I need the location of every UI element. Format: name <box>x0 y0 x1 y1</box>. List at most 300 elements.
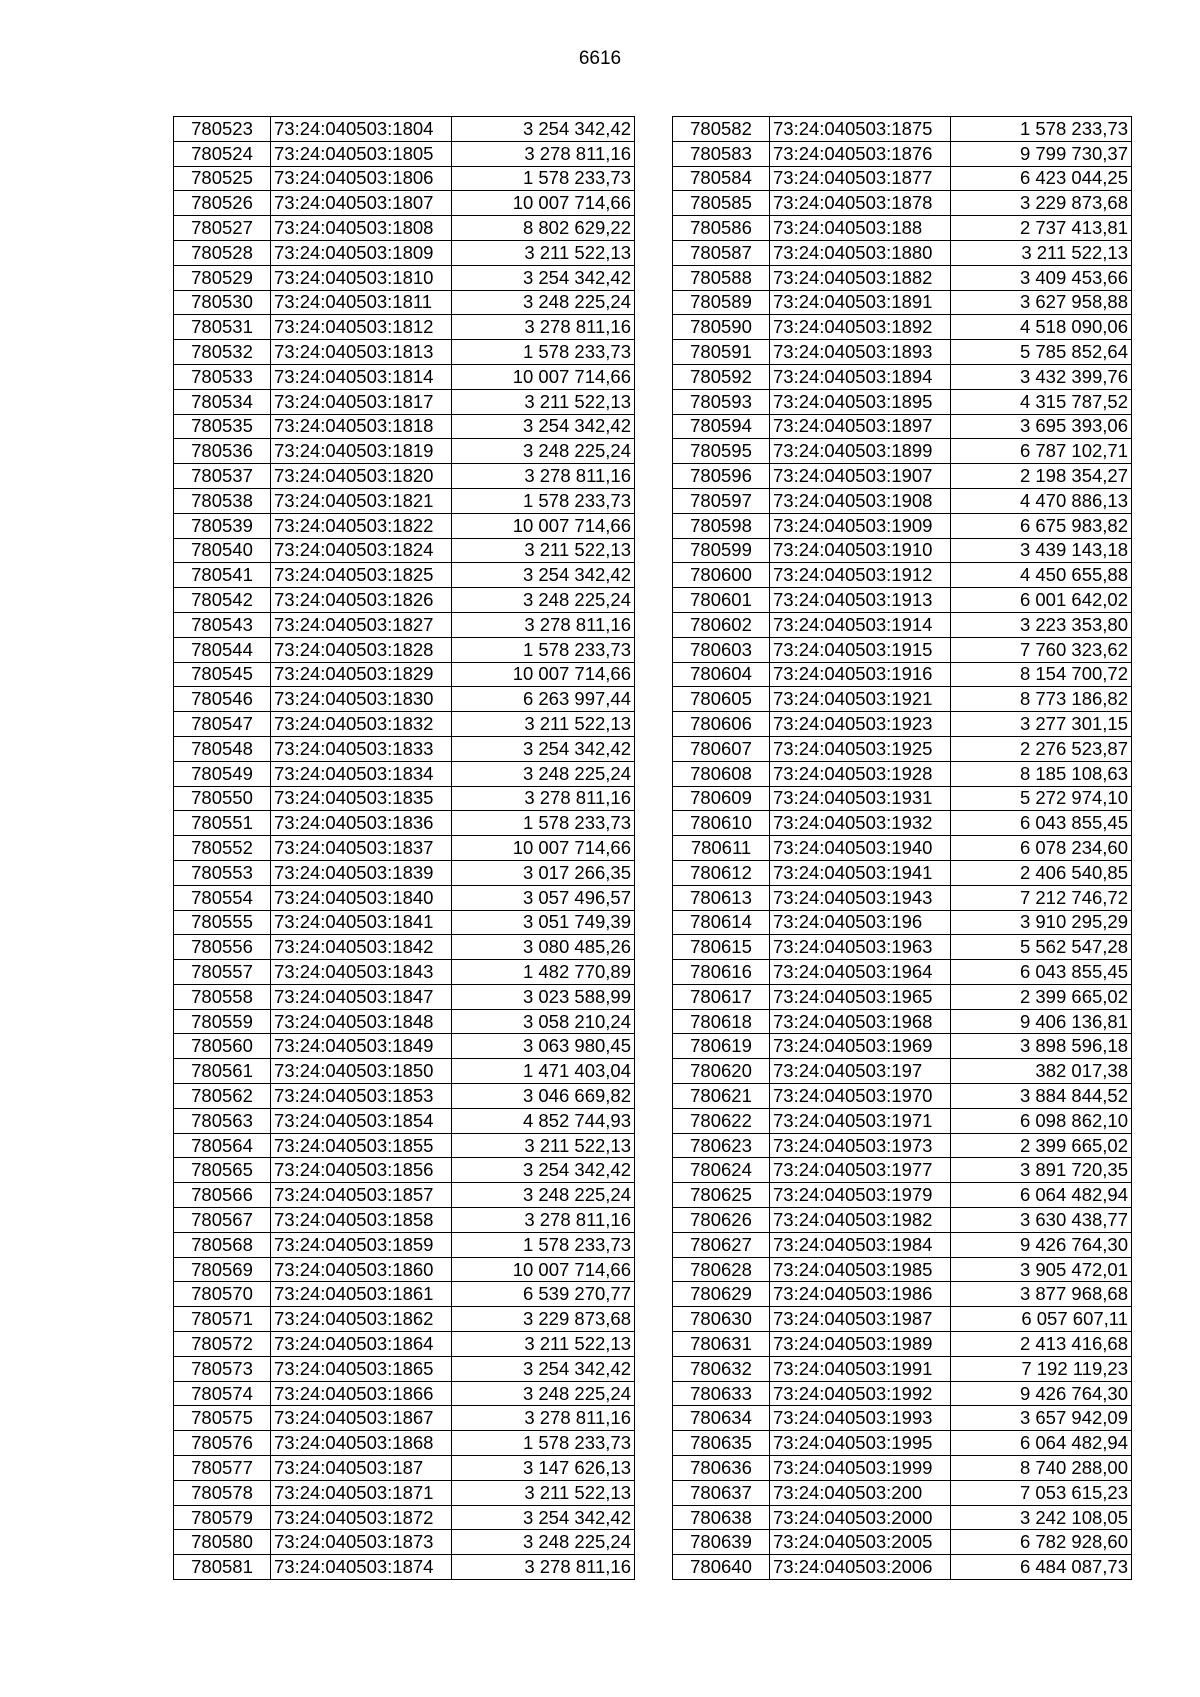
row-number-cell: 780550 <box>174 786 271 811</box>
table-row <box>174 836 635 861</box>
row-number-cell: 780622 <box>673 1108 770 1133</box>
row-number-cell: 780543 <box>174 612 271 637</box>
cadastral-number-cell: 73:24:040503:1856 <box>271 1158 452 1183</box>
value-cell: 3 254 342,42 <box>452 736 635 761</box>
value-cell: 6 043 855,45 <box>951 960 1132 985</box>
row-number-cell: 780535 <box>174 414 271 439</box>
value-cell: 3 254 342,42 <box>452 1356 635 1381</box>
cadastral-number-cell: 73:24:040503:1835 <box>271 786 452 811</box>
value-cell: 1 482 770,89 <box>452 960 635 985</box>
value-cell: 3 248 225,24 <box>452 761 635 786</box>
value-cell: 3 877 968,68 <box>951 1282 1132 1307</box>
row-number-cell: 780571 <box>174 1307 271 1332</box>
row-number-cell: 780613 <box>673 885 770 910</box>
row-number-cell: 780566 <box>174 1183 271 1208</box>
table-row <box>174 1356 635 1381</box>
value-cell: 3 051 749,39 <box>452 910 635 935</box>
row-number-cell: 780611 <box>673 836 770 861</box>
cadastral-number-cell: 73:24:040503:1858 <box>271 1208 452 1233</box>
row-number-cell: 780625 <box>673 1183 770 1208</box>
value-cell: 1 578 233,73 <box>452 1431 635 1456</box>
cadastral-number-cell: 73:24:040503:1829 <box>271 662 452 687</box>
data-table-left <box>173 116 635 1580</box>
table-row <box>673 1480 1132 1505</box>
cadastral-number-cell: 73:24:040503:1840 <box>271 885 452 910</box>
cadastral-number-cell: 73:24:040503:1910 <box>770 538 951 563</box>
row-number-cell: 780630 <box>673 1307 770 1332</box>
value-cell: 3 211 522,13 <box>452 538 635 563</box>
row-number-cell: 780536 <box>174 439 271 464</box>
row-number-cell: 780600 <box>673 563 770 588</box>
value-cell: 7 760 323,62 <box>951 637 1132 662</box>
row-number-cell: 780593 <box>673 389 770 414</box>
row-number-cell: 780574 <box>174 1381 271 1406</box>
row-number-cell: 780603 <box>673 637 770 662</box>
table-row <box>174 588 635 613</box>
row-number-cell: 780605 <box>673 687 770 712</box>
value-cell: 3 439 143,18 <box>951 538 1132 563</box>
cadastral-number-cell: 73:24:040503:1982 <box>770 1208 951 1233</box>
cadastral-number-cell: 73:24:040503:1999 <box>770 1456 951 1481</box>
value-cell: 2 737 413,81 <box>951 216 1132 241</box>
table-row <box>174 1332 635 1357</box>
table-row <box>673 414 1132 439</box>
table-row <box>673 588 1132 613</box>
value-cell: 1 578 233,73 <box>452 1232 635 1257</box>
table-row <box>673 860 1132 885</box>
row-number-cell: 780578 <box>174 1480 271 1505</box>
table-row <box>174 389 635 414</box>
cadastral-number-cell: 73:24:040503:1880 <box>770 240 951 265</box>
row-number-cell: 780640 <box>673 1555 770 1580</box>
value-cell: 3 278 811,16 <box>452 141 635 166</box>
cadastral-number-cell: 73:24:040503:1973 <box>770 1133 951 1158</box>
value-cell: 3 248 225,24 <box>452 290 635 315</box>
table-row <box>673 340 1132 365</box>
value-cell: 6 787 102,71 <box>951 439 1132 464</box>
row-number-cell: 780567 <box>174 1208 271 1233</box>
value-cell: 2 276 523,87 <box>951 736 1132 761</box>
table-row <box>673 1183 1132 1208</box>
table-row <box>174 513 635 538</box>
table-row <box>174 1381 635 1406</box>
cadastral-number-cell: 73:24:040503:1850 <box>271 1059 452 1084</box>
value-cell: 3 254 342,42 <box>452 414 635 439</box>
value-cell: 6 782 928,60 <box>951 1530 1132 1555</box>
table-row <box>174 240 635 265</box>
table-row <box>673 538 1132 563</box>
table-row <box>673 1232 1132 1257</box>
cadastral-number-cell: 73:24:040503:1822 <box>271 513 452 538</box>
row-number-cell: 780626 <box>673 1208 770 1233</box>
row-number-cell: 780617 <box>673 984 770 1009</box>
row-number-cell: 780542 <box>174 588 271 613</box>
value-cell: 9 426 764,30 <box>951 1381 1132 1406</box>
table-row <box>174 1555 635 1580</box>
cadastral-number-cell: 73:24:040503:1862 <box>271 1307 452 1332</box>
row-number-cell: 780585 <box>673 191 770 216</box>
table-row <box>673 1257 1132 1282</box>
row-number-cell: 780523 <box>174 117 271 142</box>
cadastral-number-cell: 73:24:040503:1979 <box>770 1183 951 1208</box>
value-cell: 1 471 403,04 <box>452 1059 635 1084</box>
table-row <box>174 736 635 761</box>
row-number-cell: 780607 <box>673 736 770 761</box>
cadastral-number-cell: 73:24:040503:1891 <box>770 290 951 315</box>
cadastral-number-cell: 73:24:040503:1864 <box>271 1332 452 1357</box>
table-row <box>673 1406 1132 1431</box>
cadastral-number-cell: 73:24:040503:1818 <box>271 414 452 439</box>
table-row <box>673 1208 1132 1233</box>
value-cell: 5 562 547,28 <box>951 935 1132 960</box>
row-number-cell: 780587 <box>673 240 770 265</box>
table-row <box>174 1208 635 1233</box>
row-number-cell: 780639 <box>673 1530 770 1555</box>
cadastral-number-cell: 73:24:040503:1932 <box>770 811 951 836</box>
table-row <box>673 364 1132 389</box>
table-row <box>673 885 1132 910</box>
row-number-cell: 780562 <box>174 1084 271 1109</box>
table-row <box>673 761 1132 786</box>
row-number-cell: 780632 <box>673 1356 770 1381</box>
value-cell: 7 053 615,23 <box>951 1480 1132 1505</box>
cadastral-number-cell: 73:24:040503:1820 <box>271 464 452 489</box>
row-number-cell: 780572 <box>174 1332 271 1357</box>
value-cell: 3 891 720,35 <box>951 1158 1132 1183</box>
table-row <box>673 513 1132 538</box>
cadastral-number-cell: 73:24:040503:1875 <box>770 117 951 142</box>
cadastral-number-cell: 73:24:040503:1968 <box>770 1009 951 1034</box>
table-row <box>673 290 1132 315</box>
value-cell: 3 057 496,57 <box>452 885 635 910</box>
table-row <box>673 811 1132 836</box>
cadastral-number-cell: 73:24:040503:1895 <box>770 389 951 414</box>
cadastral-number-cell: 73:24:040503:1848 <box>271 1009 452 1034</box>
cadastral-number-cell: 73:24:040503:1874 <box>271 1555 452 1580</box>
row-number-cell: 780619 <box>673 1034 770 1059</box>
row-number-cell: 780612 <box>673 860 770 885</box>
table-row <box>174 1480 635 1505</box>
row-number-cell: 780614 <box>673 910 770 935</box>
value-cell: 9 406 136,81 <box>951 1009 1132 1034</box>
table-body-left <box>174 117 635 1580</box>
cadastral-number-cell: 73:24:040503:1839 <box>271 860 452 885</box>
value-cell: 3 248 225,24 <box>452 1381 635 1406</box>
row-number-cell: 780531 <box>174 315 271 340</box>
cadastral-number-cell: 73:24:040503:1914 <box>770 612 951 637</box>
row-number-cell: 780577 <box>174 1456 271 1481</box>
table-row <box>673 1009 1132 1034</box>
row-number-cell: 780554 <box>174 885 271 910</box>
row-number-cell: 780624 <box>673 1158 770 1183</box>
table-row <box>174 563 635 588</box>
value-cell: 1 578 233,73 <box>452 166 635 191</box>
cadastral-number-cell: 73:24:040503:1811 <box>271 290 452 315</box>
row-number-cell: 780546 <box>174 687 271 712</box>
value-cell: 8 740 288,00 <box>951 1456 1132 1481</box>
row-number-cell: 780588 <box>673 265 770 290</box>
table-row <box>174 1406 635 1431</box>
table-row <box>174 340 635 365</box>
cadastral-number-cell: 73:24:040503:1912 <box>770 563 951 588</box>
row-number-cell: 780608 <box>673 761 770 786</box>
row-number-cell: 780526 <box>174 191 271 216</box>
table-row <box>174 984 635 1009</box>
table-row <box>174 538 635 563</box>
row-number-cell: 780594 <box>673 414 770 439</box>
value-cell: 2 198 354,27 <box>951 464 1132 489</box>
table-row <box>174 1530 635 1555</box>
value-cell: 6 675 983,82 <box>951 513 1132 538</box>
table-row <box>174 910 635 935</box>
table-row <box>673 1530 1132 1555</box>
cadastral-number-cell: 73:24:040503:1824 <box>271 538 452 563</box>
row-number-cell: 780637 <box>673 1480 770 1505</box>
value-cell: 2 406 540,85 <box>951 860 1132 885</box>
cadastral-number-cell: 73:24:040503:1859 <box>271 1232 452 1257</box>
value-cell: 8 185 108,63 <box>951 761 1132 786</box>
row-number-cell: 780633 <box>673 1381 770 1406</box>
table-row <box>673 836 1132 861</box>
cadastral-number-cell: 73:24:040503:200 <box>770 1480 951 1505</box>
table-row <box>174 1009 635 1034</box>
row-number-cell: 780563 <box>174 1108 271 1133</box>
cadastral-number-cell: 73:24:040503:1913 <box>770 588 951 613</box>
table-row <box>174 1307 635 1332</box>
table-row <box>174 1282 635 1307</box>
value-cell: 6 484 087,73 <box>951 1555 1132 1580</box>
table-row <box>174 1456 635 1481</box>
row-number-cell: 780616 <box>673 960 770 985</box>
value-cell: 8 154 700,72 <box>951 662 1132 687</box>
cadastral-number-cell: 73:24:040503:1868 <box>271 1431 452 1456</box>
value-cell: 3 248 225,24 <box>452 439 635 464</box>
table-row <box>673 216 1132 241</box>
row-number-cell: 780595 <box>673 439 770 464</box>
cadastral-number-cell: 73:24:040503:1836 <box>271 811 452 836</box>
row-number-cell: 780598 <box>673 513 770 538</box>
cadastral-number-cell: 73:24:040503:1865 <box>271 1356 452 1381</box>
table-row <box>673 1456 1132 1481</box>
row-number-cell: 780569 <box>174 1257 271 1282</box>
value-cell: 6 539 270,77 <box>452 1282 635 1307</box>
cadastral-number-cell: 73:24:040503:1986 <box>770 1282 951 1307</box>
cadastral-number-cell: 73:24:040503:1943 <box>770 885 951 910</box>
value-cell: 10 007 714,66 <box>452 1257 635 1282</box>
table-row <box>673 1332 1132 1357</box>
value-cell: 1 578 233,73 <box>452 637 635 662</box>
table-row <box>673 786 1132 811</box>
cadastral-number-cell: 73:24:040503:1849 <box>271 1034 452 1059</box>
cadastral-number-cell: 73:24:040503:1897 <box>770 414 951 439</box>
table-row <box>174 464 635 489</box>
table-row <box>174 290 635 315</box>
row-number-cell: 780591 <box>673 340 770 365</box>
cadastral-number-cell: 73:24:040503:1825 <box>271 563 452 588</box>
cadastral-number-cell: 73:24:040503:197 <box>770 1059 951 1084</box>
cadastral-number-cell: 73:24:040503:1842 <box>271 935 452 960</box>
table-row <box>174 637 635 662</box>
row-number-cell: 780539 <box>174 513 271 538</box>
row-number-cell: 780584 <box>673 166 770 191</box>
row-number-cell: 780592 <box>673 364 770 389</box>
value-cell: 3 211 522,13 <box>452 712 635 737</box>
table-row <box>673 464 1132 489</box>
value-cell: 4 852 744,93 <box>452 1108 635 1133</box>
table-row <box>673 1059 1132 1084</box>
table-row <box>174 1158 635 1183</box>
value-cell: 6 064 482,94 <box>951 1431 1132 1456</box>
table-row <box>174 1034 635 1059</box>
value-cell: 3 278 811,16 <box>452 1208 635 1233</box>
table-row <box>174 265 635 290</box>
row-number-cell: 780597 <box>673 488 770 513</box>
row-number-cell: 780565 <box>174 1158 271 1183</box>
value-cell: 3 254 342,42 <box>452 117 635 142</box>
cadastral-number-cell: 73:24:040503:1804 <box>271 117 452 142</box>
row-number-cell: 780544 <box>174 637 271 662</box>
row-number-cell: 780596 <box>673 464 770 489</box>
cadastral-number-cell: 73:24:040503:1971 <box>770 1108 951 1133</box>
table-row <box>673 240 1132 265</box>
table-row <box>673 687 1132 712</box>
cadastral-number-cell: 73:24:040503:1940 <box>770 836 951 861</box>
row-number-cell: 780606 <box>673 712 770 737</box>
table-row <box>673 612 1132 637</box>
table-row <box>174 1232 635 1257</box>
row-number-cell: 780528 <box>174 240 271 265</box>
cadastral-number-cell: 73:24:040503:1931 <box>770 786 951 811</box>
table-row <box>673 712 1132 737</box>
table-row <box>673 935 1132 960</box>
cadastral-number-cell: 73:24:040503:2006 <box>770 1555 951 1580</box>
cadastral-number-cell: 73:24:040503:1808 <box>271 216 452 241</box>
value-cell: 3 211 522,13 <box>452 1133 635 1158</box>
table-row <box>673 166 1132 191</box>
table-row <box>673 1307 1132 1332</box>
cadastral-number-cell: 73:24:040503:1827 <box>271 612 452 637</box>
row-number-cell: 780599 <box>673 538 770 563</box>
row-number-cell: 780604 <box>673 662 770 687</box>
table-row <box>174 960 635 985</box>
table-row <box>673 1282 1132 1307</box>
cadastral-number-cell: 73:24:040503:1916 <box>770 662 951 687</box>
cadastral-number-cell: 73:24:040503:1814 <box>271 364 452 389</box>
value-cell: 4 315 787,52 <box>951 389 1132 414</box>
cadastral-number-cell: 73:24:040503:1847 <box>271 984 452 1009</box>
cadastral-number-cell: 73:24:040503:1984 <box>770 1232 951 1257</box>
value-cell: 3 277 301,15 <box>951 712 1132 737</box>
row-number-cell: 780557 <box>174 960 271 985</box>
cadastral-number-cell: 73:24:040503:188 <box>770 216 951 241</box>
table-row <box>174 439 635 464</box>
row-number-cell: 780590 <box>673 315 770 340</box>
table-row <box>673 315 1132 340</box>
cadastral-number-cell: 73:24:040503:1877 <box>770 166 951 191</box>
value-cell: 3 080 485,26 <box>452 935 635 960</box>
value-cell: 10 007 714,66 <box>452 836 635 861</box>
row-number-cell: 780601 <box>673 588 770 613</box>
value-cell: 2 413 416,68 <box>951 1332 1132 1357</box>
row-number-cell: 780527 <box>174 216 271 241</box>
table-row <box>174 166 635 191</box>
row-number-cell: 780552 <box>174 836 271 861</box>
cadastral-number-cell: 73:24:040503:1806 <box>271 166 452 191</box>
row-number-cell: 780556 <box>174 935 271 960</box>
row-number-cell: 780558 <box>174 984 271 1009</box>
value-cell: 3 248 225,24 <box>452 1530 635 1555</box>
value-cell: 3 254 342,42 <box>452 265 635 290</box>
value-cell: 3 223 353,80 <box>951 612 1132 637</box>
cadastral-number-cell: 73:24:040503:196 <box>770 910 951 935</box>
cadastral-number-cell: 73:24:040503:1841 <box>271 910 452 935</box>
value-cell: 3 630 438,77 <box>951 1208 1132 1233</box>
table-row <box>673 1431 1132 1456</box>
table-row <box>673 960 1132 985</box>
value-cell: 382 017,38 <box>951 1059 1132 1084</box>
row-number-cell: 780537 <box>174 464 271 489</box>
cadastral-number-cell: 73:24:040503:187 <box>271 1456 452 1481</box>
row-number-cell: 780529 <box>174 265 271 290</box>
row-number-cell: 780524 <box>174 141 271 166</box>
table-row <box>673 1381 1132 1406</box>
table-row <box>174 1059 635 1084</box>
row-number-cell: 780638 <box>673 1505 770 1530</box>
row-number-cell: 780560 <box>174 1034 271 1059</box>
value-cell: 3 046 669,82 <box>452 1084 635 1109</box>
cadastral-number-cell: 73:24:040503:1970 <box>770 1084 951 1109</box>
value-cell: 3 409 453,66 <box>951 265 1132 290</box>
value-cell: 3 211 522,13 <box>951 240 1132 265</box>
cadastral-number-cell: 73:24:040503:1830 <box>271 687 452 712</box>
value-cell: 3 254 342,42 <box>452 563 635 588</box>
table-row <box>174 1505 635 1530</box>
row-number-cell: 780530 <box>174 290 271 315</box>
cadastral-number-cell: 73:24:040503:1963 <box>770 935 951 960</box>
row-number-cell: 780634 <box>673 1406 770 1431</box>
table-row <box>673 1034 1132 1059</box>
row-number-cell: 780580 <box>174 1530 271 1555</box>
value-cell: 6 263 997,44 <box>452 687 635 712</box>
cadastral-number-cell: 73:24:040503:2005 <box>770 1530 951 1555</box>
table-row <box>174 216 635 241</box>
table-row <box>174 860 635 885</box>
value-cell: 9 799 730,37 <box>951 141 1132 166</box>
row-number-cell: 780579 <box>174 1505 271 1530</box>
value-cell: 3 254 342,42 <box>452 1505 635 1530</box>
row-number-cell: 780589 <box>673 290 770 315</box>
row-number-cell: 780575 <box>174 1406 271 1431</box>
value-cell: 3 147 626,13 <box>452 1456 635 1481</box>
row-number-cell: 780573 <box>174 1356 271 1381</box>
value-cell: 3 017 266,35 <box>452 860 635 885</box>
row-number-cell: 780541 <box>174 563 271 588</box>
table-row <box>174 488 635 513</box>
cadastral-number-cell: 73:24:040503:1810 <box>271 265 452 290</box>
cadastral-number-cell: 73:24:040503:1989 <box>770 1332 951 1357</box>
cadastral-number-cell: 73:24:040503:1807 <box>271 191 452 216</box>
cadastral-number-cell: 73:24:040503:1826 <box>271 588 452 613</box>
value-cell: 6 043 855,45 <box>951 811 1132 836</box>
value-cell: 3 211 522,13 <box>452 240 635 265</box>
value-cell: 4 518 090,06 <box>951 315 1132 340</box>
value-cell: 3 905 472,01 <box>951 1257 1132 1282</box>
cadastral-number-cell: 73:24:040503:1941 <box>770 860 951 885</box>
table-row <box>673 1158 1132 1183</box>
row-number-cell: 780627 <box>673 1232 770 1257</box>
value-cell: 4 450 655,88 <box>951 563 1132 588</box>
row-number-cell: 780610 <box>673 811 770 836</box>
